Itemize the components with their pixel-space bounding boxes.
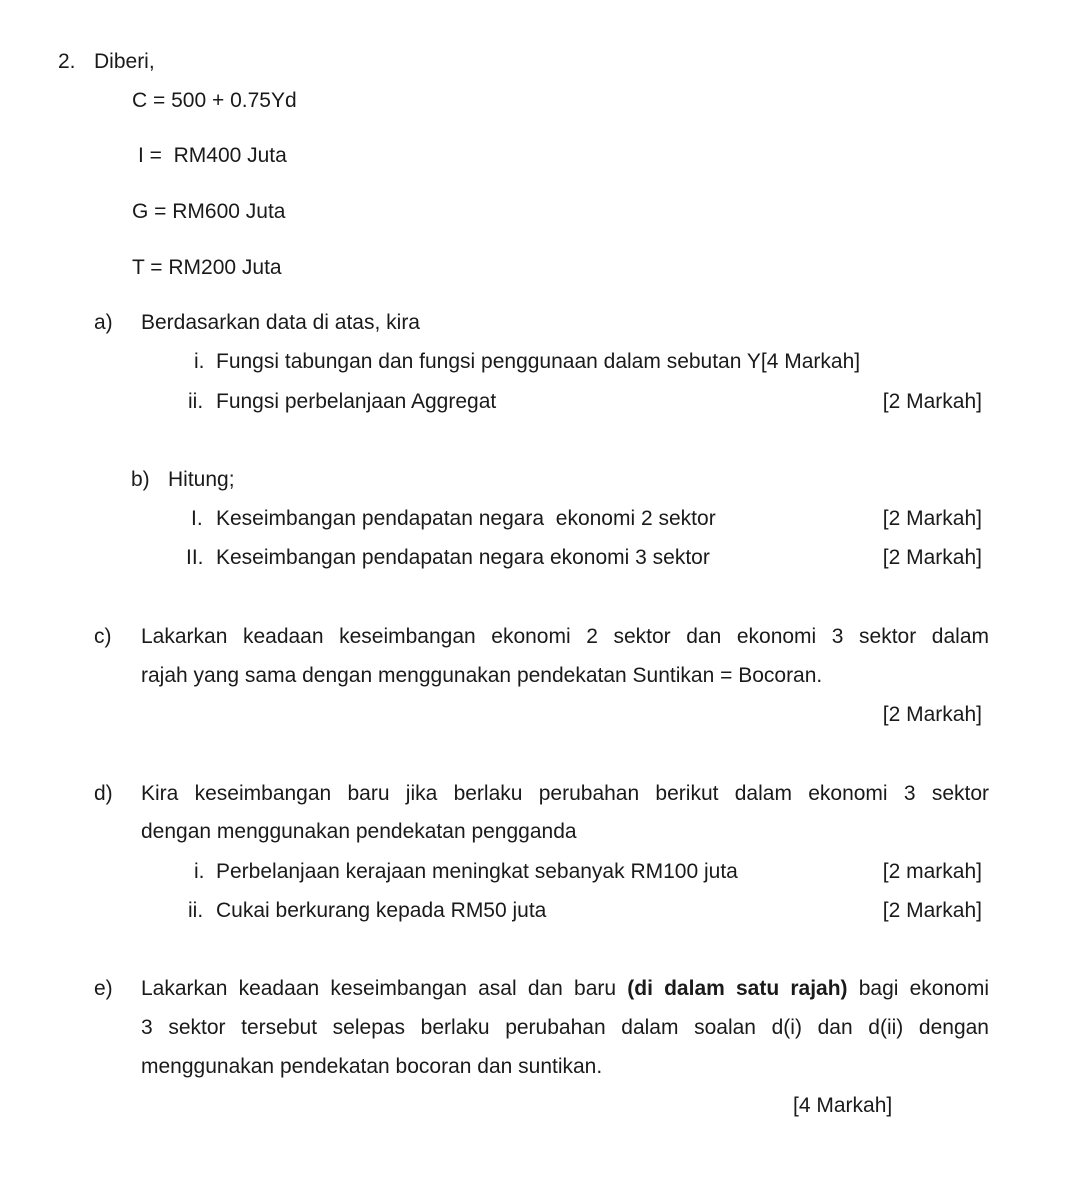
part-a-item-2-label: ii. <box>188 390 204 413</box>
part-d-item-2-text: Cukai berkurang kepada RM50 juta <box>216 899 547 922</box>
part-e-line-1-pre: Lakarkan keadaan keseimbangan asal dan baru <box>141 977 617 1000</box>
part-a-item-1-label: i. <box>194 350 205 373</box>
part-d-item-1-text: Perbelanjaan kerajaan meningkat sebanyak RM100 juta <box>216 860 738 883</box>
part-e-line-1-bold: (di dalam satu rajah) <box>627 977 848 1000</box>
question-intro: Diberi, <box>94 50 155 73</box>
part-d-line-2: dengan menggunakan pendekatan pengganda <box>141 820 577 843</box>
part-b-item-2-label: II. <box>186 546 204 569</box>
part-d-item-2-label: ii. <box>188 899 204 922</box>
part-a-label: a) <box>94 311 113 334</box>
part-b-item-1-label: I. <box>191 507 203 530</box>
part-b-item-1-text: Keseimbangan pendapatan negara ekonomi 2 sektor <box>216 507 716 530</box>
part-e-marks: [4 Markah] <box>793 1094 893 1117</box>
part-b-item-1-marks: [2 Markah] <box>882 507 982 530</box>
part-d-line-1: Kira keseimbangan baru jika berlaku perubahan berikut dalam ekonomi 3 sektor <box>141 782 989 805</box>
part-e-line-2: 3 sektor tersebut selepas berlaku perubahan dalam soalan d(i) dan d(ii) dengan <box>141 1016 989 1039</box>
part-c-marks: [2 Markah] <box>882 703 982 726</box>
part-e-label: e) <box>94 977 113 1000</box>
part-c-line-1: Lakarkan keadaan keseimbangan ekonomi 2 sektor dan ekonomi 3 sektor dalam <box>141 625 989 648</box>
part-b-label: b) <box>131 468 150 491</box>
given-government: G = RM600 Juta <box>132 200 286 223</box>
part-a-item-2-marks: [2 Markah] <box>882 390 982 413</box>
part-b-item-2-marks: [2 Markah] <box>882 546 982 569</box>
part-c-line-2: rajah yang sama dengan menggunakan pendekatan Suntikan = Bocoran. <box>141 664 823 687</box>
part-a-item-1-text: Fungsi tabungan dan fungsi penggunaan dalam sebutan Y[4 Markah] <box>216 350 861 373</box>
given-tax: T = RM200 Juta <box>132 256 282 279</box>
part-a-item-2-text: Fungsi perbelanjaan Aggregat <box>216 390 497 413</box>
part-a-text: Berdasarkan data di atas, kira <box>141 311 420 334</box>
part-d-item-1-label: i. <box>194 860 205 883</box>
part-e-line-1-post: bagi ekonomi <box>858 977 989 1000</box>
part-d-label: d) <box>94 782 113 805</box>
part-d-item-1-marks: [2 markah] <box>882 860 982 883</box>
given-investment: I = RM400 Juta <box>138 144 287 167</box>
part-c-label: c) <box>94 625 112 648</box>
given-consumption: C = 500 + 0.75Yd <box>132 89 297 112</box>
question-number: 2. <box>58 50 76 73</box>
part-b-text: Hitung; <box>168 468 235 491</box>
part-e-line-1 <box>141 977 989 1001</box>
part-b-item-2-text: Keseimbangan pendapatan negara ekonomi 3 sektor <box>216 546 710 569</box>
part-d-item-2-marks: [2 Markah] <box>882 899 982 922</box>
part-e-line-3: menggunakan pendekatan bocoran dan suntikan. <box>141 1055 603 1078</box>
